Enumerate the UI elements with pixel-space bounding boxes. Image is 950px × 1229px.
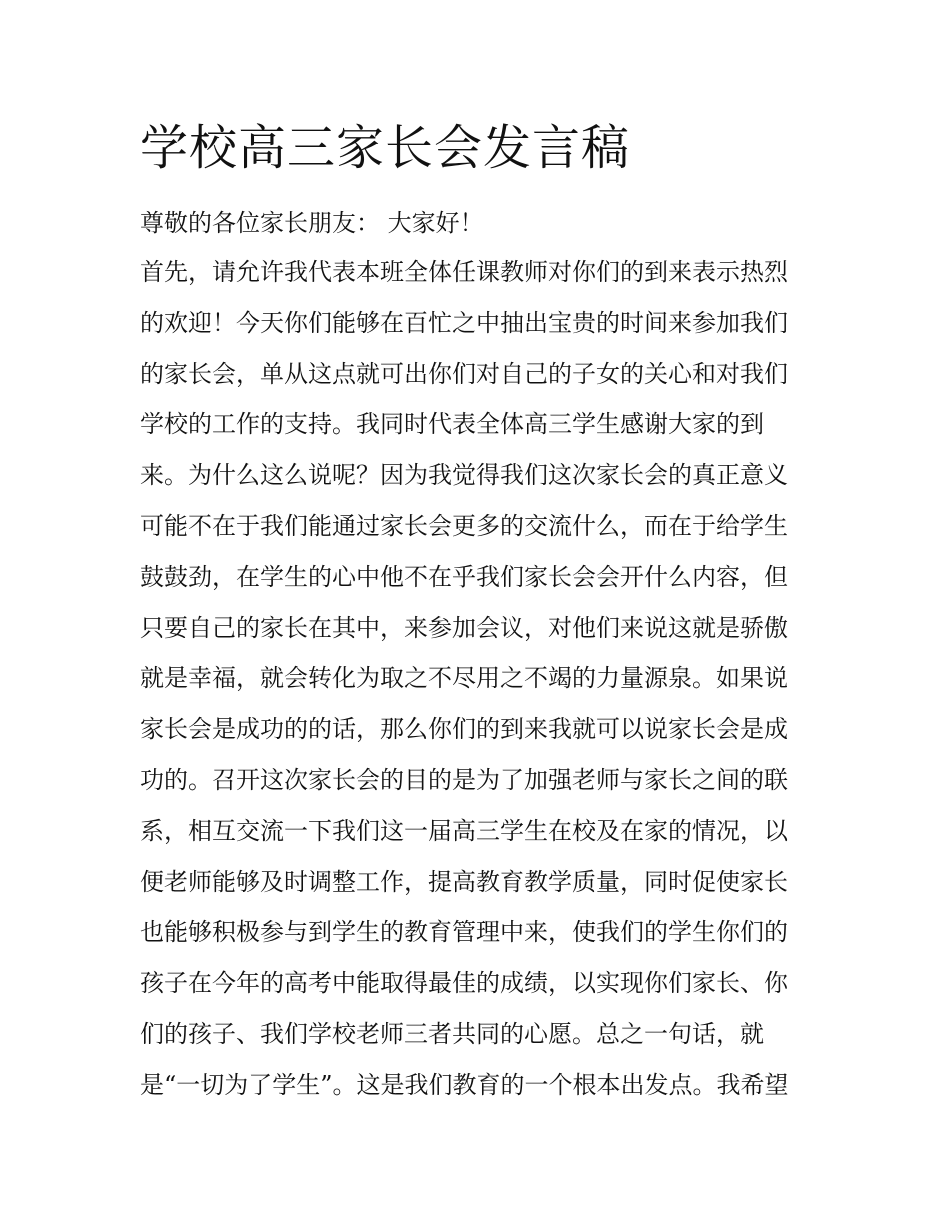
paragraph-line: 们的孩子、我们学校老师三者共同的心愿。总之一句话，就 (140, 1019, 764, 1048)
paragraph-line: 系，相互交流一下我们这一届高三学生在校及在家的情况，以 (140, 816, 788, 845)
paragraph-line: 功的。召开这次家长会的目的是为了加强老师与家长之间的联 (140, 765, 788, 794)
paragraph-line: 学校的工作的支持。我同时代表全体高三学生感谢大家的到 (140, 410, 764, 439)
paragraph-line: 孩子在今年的高考中能取得最佳的成绩，以实现你们家长、你 (140, 969, 788, 998)
body-paragraph (140, 254, 820, 1118)
paragraph-line: 就是幸福，就会转化为取之不尽用之不竭的力量源泉。如果说 (140, 664, 788, 693)
paragraph-line: 可能不在于我们能通过家长会更多的交流什么，而在于给学生 (140, 511, 788, 540)
greeting-line: 尊敬的各位家长朋友： 大家好！ (140, 209, 484, 237)
paragraph-line: 便老师能够及时调整工作，提高教育教学质量，同时促使家长 (140, 867, 788, 896)
paragraph-line: 只要自己的家长在其中，来参加会议，对他们来说这就是骄傲 (140, 613, 788, 642)
paragraph-line: 家长会是成功的的话，那么你们的到来我就可以说家长会是成 (140, 715, 788, 744)
paragraph-line: 的家长会，单从这点就可出你们对自己的子女的关心和对我们 (140, 359, 788, 388)
page-title: 学校高三家长会发言稿 (140, 120, 631, 176)
paragraph-line: 是“一切为了学生”。这是我们教育的一个根本出发点。我希望 (140, 1070, 789, 1099)
paragraph-line: 鼓鼓劲，在学生的心中他不在乎我们家长会会开什么内容，但 (140, 562, 788, 591)
paragraph-line: 首先，请允许我代表本班全体任课教师对你们的到来表示热烈 (140, 258, 788, 286)
paragraph-line: 也能够积极参与到学生的教育管理中来，使我们的学生你们的 (140, 918, 788, 947)
paragraph-line: 来。为什么这么说呢？因为我觉得我们这次家长会的真正意义 (140, 461, 788, 490)
paragraph-line: 的欢迎！今天你们能够在百忙之中抽出宝贵的时间来参加我们 (140, 308, 788, 337)
